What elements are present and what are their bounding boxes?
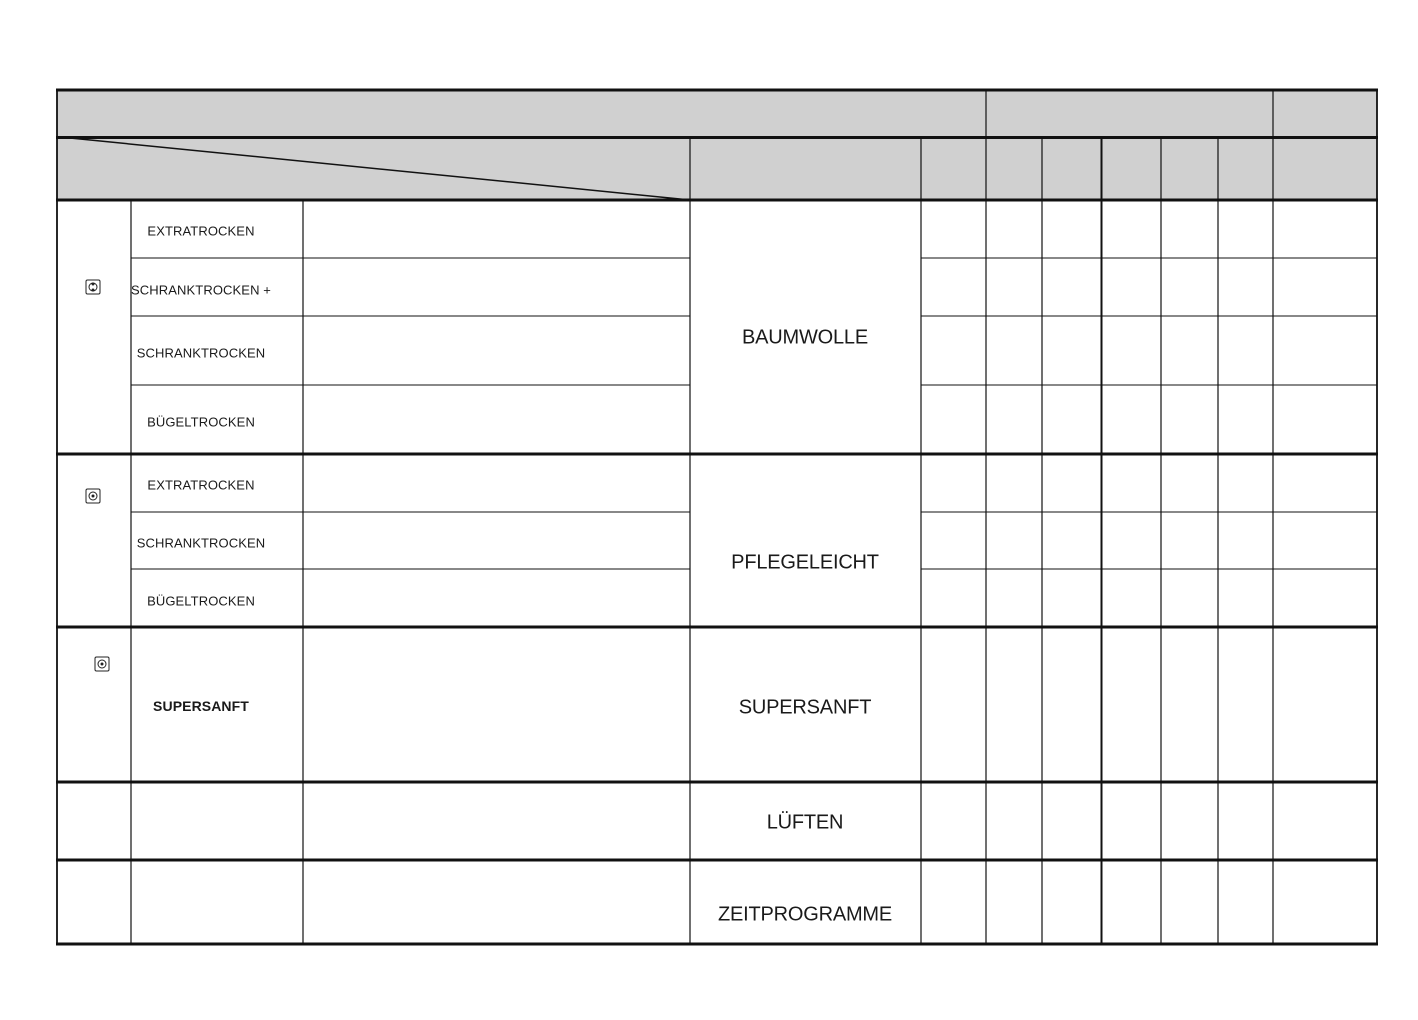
- setting-label: SCHRANKTROCKEN +: [131, 282, 271, 298]
- setting-label: EXTRATROCKEN: [147, 223, 255, 239]
- setting-label: BÜGELTROCKEN: [147, 593, 255, 609]
- program-label-baumwolle: BAUMWOLLE: [741, 326, 869, 349]
- one-dot-drying-symbol-icon: [86, 489, 101, 504]
- setting-label: EXTRATROCKEN: [147, 477, 255, 493]
- header-row-1-fill: [57, 90, 1377, 137]
- program-label-lueften: LÜFTEN: [766, 811, 844, 834]
- setting-label: SCHRANKTROCKEN: [136, 345, 266, 361]
- setting-label: SCHRANKTROCKEN: [136, 535, 266, 551]
- program-label-zeitprogramme: ZEITPROGRAMME: [717, 903, 893, 926]
- one-dot-drying-symbol-icon: [95, 657, 110, 672]
- two-dot-drying-symbol-icon: [86, 280, 101, 295]
- program-label-supersanft: SUPERSANFT: [738, 696, 872, 719]
- setting-label: BÜGELTROCKEN: [147, 414, 255, 430]
- header-row-2-fill: [57, 138, 1377, 200]
- setting-label: SUPERSANFT: [153, 698, 249, 714]
- program-label-pflegeleicht: PFLEGELEICHT: [731, 551, 879, 574]
